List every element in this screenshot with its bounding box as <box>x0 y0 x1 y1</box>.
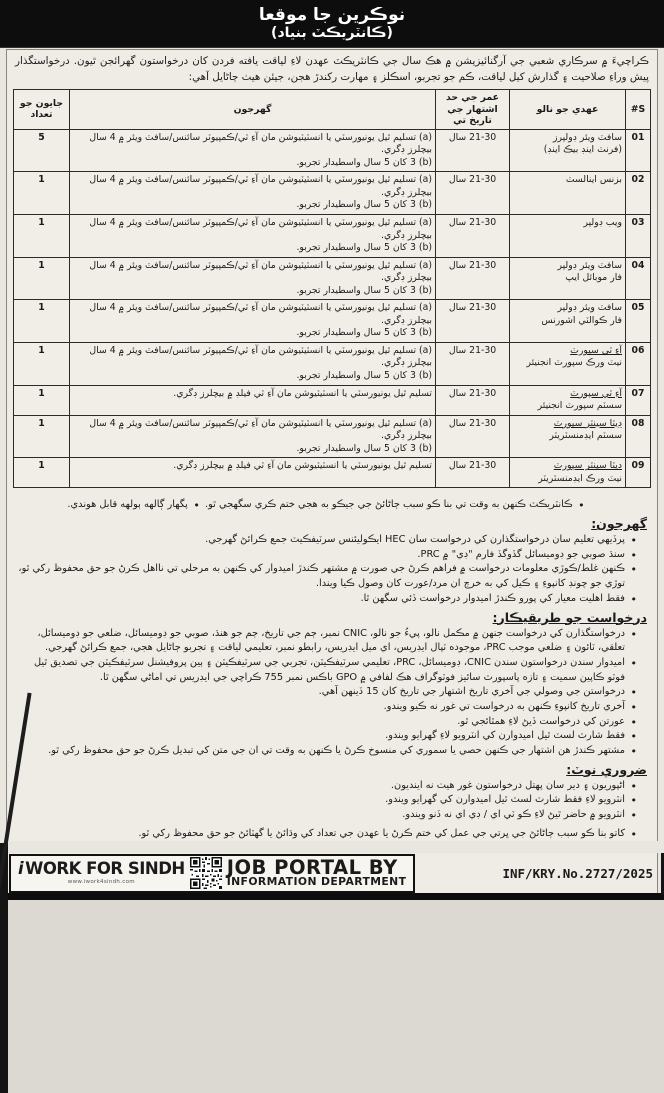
procedure-item: • اميدوار سندن درخواستون سندن CNIC، ڊوميسائل، PRC، تعليمي سرٽيفڪيٽن، تجربي جي سرٽيفڪيٽن ۽ ٻين پروفيشنل سرٽيفڪيٽن جي تصديق ٿيل فوٽو ڪاپين سميت ۽ تازه پاسپورٽ سائيز فوٽوگراف هڪ لفافي ۾ GPO باڪس نمبر 755 ڪراچي جي ايڊريس تي اماڻي سگهن ٿا. <box>15 656 637 685</box>
ad-subtitle: (ڪانٽريڪٽ بنياد) <box>271 24 393 41</box>
note-item: • انٽرويو ۾ حاضر ٿيڻ لاءِ ڪو ٽي اي / ڊي اي نه ڏنو ويندو. <box>15 808 637 823</box>
ad-title: نوڪرين جا موقعا <box>258 4 406 25</box>
post-cell <box>510 416 626 458</box>
col-header-age: عمر جي حد اشتهار جي تاريخ تي <box>436 90 510 129</box>
age-cell: 21-30 سال <box>436 258 510 300</box>
positions-cell: 1 <box>14 258 70 300</box>
age-cell: 21-30 سال <box>436 386 510 415</box>
table-row <box>14 257 650 300</box>
age-cell: 21-30 سال <box>436 215 510 257</box>
col-header-positions: جايون جو تعداد <box>14 90 70 129</box>
req-line-b: (b) 3 کان 5 سال واسطيدار تجربو. <box>296 284 432 296</box>
post-name: ويب ڊولپر <box>583 217 622 229</box>
ad-header-banner <box>0 0 664 47</box>
serial-cell: 09 <box>631 460 645 472</box>
post-cell <box>510 386 626 415</box>
post-name: بزنس اينالسٽ <box>565 174 622 186</box>
portal-line2: INFORMATION DEPARTMENT <box>226 875 407 889</box>
table-row <box>14 415 650 458</box>
requirements-cell <box>70 300 436 342</box>
post-name-sub: سسٽم ايڊمنسٽريٽر <box>549 430 622 442</box>
positions-table <box>13 89 651 489</box>
post-cell <box>510 215 626 257</box>
logo-i-mark: i <box>18 859 24 878</box>
age-cell: 21-30 سال <box>436 172 510 214</box>
req-line-a: (a) تسليم ٿيل يونيورسٽي يا انسٽيٽيوشن مان آءِ ٽي/ڪمپيوٽر سائنس/سافٽ ويئر ۾ 4 سال بيچلرز ڊگري. <box>89 131 432 156</box>
table-row <box>14 129 650 172</box>
post-name: ڊيٽا سينٽر سپورٽ <box>553 460 622 472</box>
req-line-a: (a) تسليم ٿيل يونيورسٽي يا انسٽيٽيوشن مان آءِ ٽي/ڪمپيوٽر سائنس/سافٽ ويئر ۾ 4 سال بيچلرز ڊگري. <box>89 417 432 442</box>
req-line-b: (b) 3 کان 5 سال واسطيدار تجربو. <box>296 370 432 382</box>
req-line-a: (a) تسليم ٿيل يونيورسٽي يا انسٽيٽيوشن مان آءِ ٽي/ڪمپيوٽر سائنس/سافٽ ويئر ۾ 4 سال بيچلرز ڊگري. <box>89 344 432 369</box>
req-line-a: (a) تسليم ٿيل يونيورسٽي يا انسٽيٽيوشن مان آءِ ٽي/ڪمپيوٽر سائنس/سافٽ ويئر ۾ 4 سال بيچلرز ڊگري. <box>89 302 432 326</box>
table-row <box>14 385 650 415</box>
requirements-cell <box>70 215 436 257</box>
serial-cell: 03 <box>631 217 645 229</box>
req-line-a: (a) تسليم ٿيل يونيورسٽي يا انسٽيٽيوشن مان آءِ ٽي/ڪمپيوٽر سائنس/سافٽ ويئر ۾ 4 سال بيچلرز ڊگري. <box>89 174 432 198</box>
table-header-row <box>14 90 650 129</box>
serial-cell: 06 <box>631 344 645 356</box>
requirements-cell <box>70 343 436 385</box>
procedure-item: • فقط شارٽ لسٽ ٿيل اميدوارن کي انٽرويو لاءِ گهرايو ويندو. <box>15 729 637 744</box>
ad-content <box>6 49 658 841</box>
age-cell: 21-30 سال <box>436 130 510 172</box>
table-row <box>14 214 650 257</box>
procedure-heading: درخواست جو طريقيڪار: <box>492 609 647 625</box>
req-line-b: (b) 3 کان 5 سال واسطيدار تجربو. <box>296 442 432 454</box>
req-line-b: (b) 3 کان 5 سال واسطيدار تجربو. <box>296 156 432 168</box>
age-cell: 21-30 سال <box>436 458 510 487</box>
table-row <box>14 299 650 342</box>
procedure-item: • آخري تاريخ کانپوءِ ڪنهن به درخواست تي غور نه ڪيو ويندو. <box>15 700 637 715</box>
requirement-item: • سنڌ صوبي جو ڊوميسائل گڏوگڏ فارم "ڊي" ۾ PRC. <box>15 548 637 563</box>
requirements-cell <box>70 458 436 487</box>
serial-cell: 08 <box>631 417 645 429</box>
serial-cell: 07 <box>631 387 645 399</box>
post-cell <box>510 258 626 300</box>
post-cell <box>510 300 626 342</box>
final-note: • کاتو بنا ڪو سبب ڄاڻائڻ جي ڀرتي جي عمل کي ختم ڪرڻ يا عهدن جي تعداد کي وڌائڻ يا گهٽائڻ جو حق محفوظ رکي ٿو. <box>15 827 637 842</box>
post-name-sub: نيٽ ورڪ سپورٽ انجنيئر <box>526 357 622 369</box>
col-header-serial: S# <box>630 103 646 115</box>
post-cell <box>510 458 626 487</box>
general-note: • ڪانٽريڪٽ ڪنهن به وقت تي بنا ڪو سبب ڄاڻائڻ جي جيڪو به هجي ختم ڪري سگهجي ٿو. <box>205 498 585 513</box>
general-notes <box>15 492 637 513</box>
portal-title <box>226 855 407 889</box>
requirements-cell <box>70 258 436 300</box>
footer <box>6 853 658 893</box>
positions-cell: 1 <box>14 300 70 342</box>
requirement-item: • فقط اهليت معيار کي پورو ڪندڙ اميدوار درخواست ڏئي سگهن ٿا. <box>15 592 637 607</box>
general-note: • پگهار ڳالهه ٻولهه قابل هوندي. <box>67 498 199 513</box>
note-item: • اڻپوريون ۽ دير سان پهتل درخواستون غور هيٺ نه اينديون. <box>15 779 637 794</box>
positions-cell: 1 <box>14 215 70 257</box>
post-cell <box>510 172 626 214</box>
bottom-black-bar <box>0 893 664 900</box>
requirements-cell <box>70 386 436 415</box>
procedure-item: • عورتن کي درخواست ڏيڻ لاءِ همٿائجي ٿو. <box>15 715 637 730</box>
post-cell <box>510 343 626 385</box>
positions-cell: 1 <box>14 172 70 214</box>
requirements-cell <box>70 416 436 458</box>
positions-cell: 1 <box>14 386 70 415</box>
note-item: • انٽرويو لاءِ فقط شارٽ لسٽ ٿيل اميدوارن کي گهرايو ويندو. <box>15 793 637 808</box>
requirement-item: • پرڏيهي تعليم سان درخواستگذارن کي درخواست سان HEC ايڪوليئنس سرٽيفڪيٽ جمع ڪرائڻ گهرجي. <box>15 533 637 548</box>
req-line-a: (a) تسليم ٿيل يونيورسٽي يا انسٽيٽيوشن مان آءِ ٽي/ڪمپيوٽر سائنس/سافٽ ويئر ۾ 4 سال بيچلرز ڊگري. <box>89 217 432 241</box>
requirements-heading: گهرجون: <box>591 516 647 532</box>
post-name: ڊيٽا سينٽر سپورٽ <box>553 417 622 429</box>
post-name: سافٽ ويئر ڊولپر <box>557 259 622 271</box>
table-row <box>14 171 650 214</box>
important-note-list <box>15 779 637 823</box>
serial-cell: 02 <box>631 174 645 186</box>
positions-cell: 5 <box>14 130 70 172</box>
intro-paragraph: ڪراچيءَ ۾ سرڪاري شعبي جي آرگنائيزيشن ۾ هڪ سال جي ڪانٽريڪٽ عهدن لاءِ لياقت يافته فردن کان درخواستون گهرائجن ٿيون. درخواستگذار پيش وراءِ صلاحيت ۽ گذارش کيل لياقت، ڪم جو تجربو، اسڪلز ۽ مهارت رکندڙ هجن، جيئن هيٺ ڄاڻايل آهي: <box>15 55 649 83</box>
age-cell: 21-30 سال <box>436 416 510 458</box>
important-note-heading: ضروري نوٽ: <box>566 761 647 777</box>
positions-cell: 1 <box>14 416 70 458</box>
post-name: آءِ ٽي سپورٽ <box>570 387 622 399</box>
table-row <box>14 457 650 487</box>
website-url: www.iwork4sindh.com <box>67 878 135 885</box>
requirement-item: • ڪنهن غلط/ڪوڙي معلومات درخواست ۾ فراهم ڪرڻ جي صورت ۾ مشتهر ڪندڙ اميدوار کي ڪنهن به مرحلي تي نااهل ڪرڻ جو حق محفوظ رکي ٿو، توڙي جو چونڊ کانپوءِ ۽ ڪيل کي به خرچ ان مرد/عورت کان وصول ڪيا ويندا. <box>15 562 637 591</box>
req-line-a: (a) تسليم ٿيل يونيورسٽي يا انسٽيٽيوشن مان آءِ ٽي/ڪمپيوٽر سائنس/سافٽ ويئر ۾ 4 سال بيچلرز ڊگري. <box>89 259 432 284</box>
req-line-b: (b) 3 کان 5 سال واسطيدار تجربو. <box>296 199 432 211</box>
qr-code-icon <box>190 857 222 889</box>
req-line-b: (b) 3 کان 5 سال واسطيدار تجربو. <box>296 242 432 254</box>
age-cell: 21-30 سال <box>436 300 510 342</box>
final-note-wrap <box>15 827 637 842</box>
requirements-cell <box>70 130 436 172</box>
post-name-sub: نيٽ ورڪ ايڊمنسٽريٽر <box>538 472 622 484</box>
col-header-post: عهدي جو نالو <box>510 90 626 129</box>
job-portal-box <box>9 854 415 893</box>
post-name-sub: سسٽم سپورٽ انجنيئر <box>537 400 622 412</box>
post-name: سافٽ ويئر ڊولپرز <box>552 131 622 143</box>
requirements-list <box>15 533 637 606</box>
procedure-item: • درخواستن جي وصولي جي آخري تاريخ اشتهار جي تاريخ کان 15 ڏينهن آهي. <box>15 685 637 700</box>
logo-wordmark: WORK FOR SINDH <box>25 859 185 878</box>
req-line-a: تسليم ٿيل يونيورسٽي يا انسٽيٽيوشن مان آءِ ٽي فيلڊ ۾ بيچلرز ڊگري. <box>173 387 432 399</box>
age-cell: 21-30 سال <box>436 343 510 385</box>
procedure-item: • مشتهر ڪندڙ هن اشتهار جي ڪنهن حصي يا سموري کي منسوخ ڪرڻ يا ڪنهن به وقت تي ان جي متن کي تبديل ڪرڻ جو حق محفوظ رکي ٿو. <box>15 744 637 759</box>
post-name-sub: (فرنٽ اينڊ بيڪ اينڊ) <box>543 144 622 156</box>
work-for-sindh-logo <box>18 861 185 885</box>
col-header-requirements: گهرجون <box>70 90 436 129</box>
logo-text <box>18 861 185 878</box>
post-name: سافٽ ويئر ڊولپر <box>557 302 622 314</box>
post-name-sub: فار موبائل ايپ <box>565 272 622 284</box>
serial-cell: 04 <box>631 259 645 271</box>
post-cell <box>510 130 626 172</box>
procedure-list <box>15 627 637 759</box>
req-line-a: تسليم ٿيل يونيورسٽي يا انسٽيٽيوشن مان آءِ ٽي فيلڊ ۾ بيچلرز ڊگري. <box>173 460 432 472</box>
req-line-b: (b) 3 کان 5 سال واسطيدار تجربو. <box>296 327 432 339</box>
procedure-item: • درخواستگذارن کي درخواست جنهن ۾ مڪمل نالو، پيءُ جو نالو، CNIC نمبر، ڄم جي تاريخ، ڄم جو هنڌ، صوبي جو ڊوميسائل، ضلعي جو ڊوميسائل، تعلقي، ٽائون ۽ ضلعي موجب PRC، موجوده ٽپال ايڊريس، اي ميل ايڊريس، رابطو نمبر، تعليمي لياقت ۽ تجربو ڄاڻايل هجي، جمع ڪرائڻ گهرجي. <box>15 627 637 656</box>
table-row <box>14 342 650 385</box>
positions-cell: 1 <box>14 343 70 385</box>
positions-cell: 1 <box>14 458 70 487</box>
post-name: آءِ ٽي سپورٽ <box>570 344 622 356</box>
portal-line1: JOB PORTAL BY <box>226 855 398 879</box>
serial-cell: 01 <box>631 131 645 143</box>
ad-reference-number: INF/KRY.No.2727/2025 <box>502 865 653 881</box>
requirements-cell <box>70 172 436 214</box>
post-name-sub: فار ڪوالٽي اشورنس <box>541 314 622 326</box>
serial-cell: 05 <box>631 302 645 314</box>
